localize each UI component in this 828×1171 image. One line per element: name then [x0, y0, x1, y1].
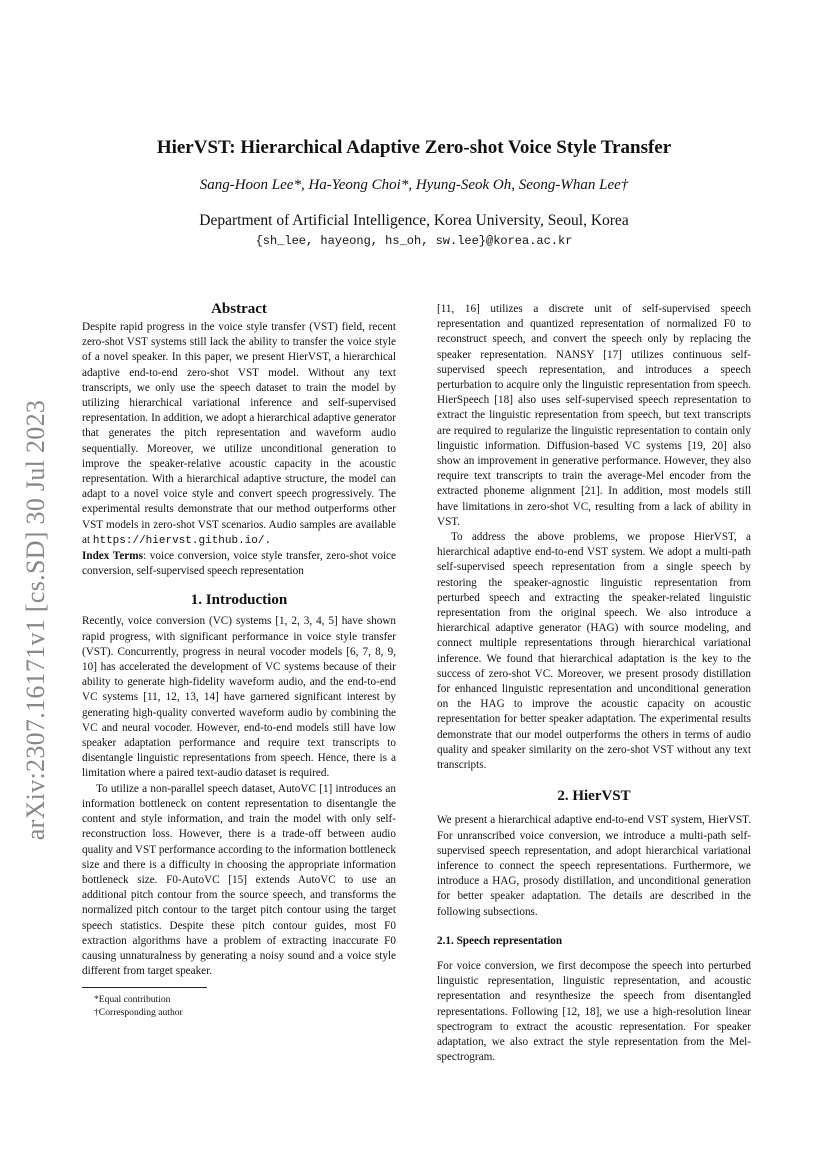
abstract-text: Despite rapid progress in the voice style transfer (VST) field, recent zero-shot VST systems still lack the ability to transfer the voice style of a novel speaker. In this paper, we present HierVST, a hierarchical adaptive end-to-end zero-shot VST model. Without any text transcripts, we only use the speech dataset to train the model by utilizing hierarchical variational inference and self-supervised representation. In addition, we adopt a hierarchical adaptive generator that generates the pitch representation and waveform audio sequentially. Moreover, we utilize unconditional generation to improve the speaker-relative acoustic capacity in the acoustic representation. With a hierarchical adaptive structure, the model can adapt to a novel voice style and convert speech progressively. The experimental results demonstrate that our method outperforms other VST models in zero-shot VST scenarios. Audio samples are available at https://hiervst.github.io/.: [82, 321, 396, 547]
subsection-speech-representation-heading: 2.1. Speech representation: [437, 934, 563, 947]
author-list: Sang-Hoon Lee*, Ha-Yeong Choi*, Hyung-Seok Oh, Seong-Whan Lee†: [199, 177, 629, 193]
left-column: [82, 300, 396, 1019]
footnote-corresponding-author: †Corresponding author: [94, 1007, 183, 1019]
right-paragraph-1: [11, 16] utilizes a discrete unit of self-supervised speech representation and quantized representation of normalized F0 to reconstruct speech, and convert the speech only by replacing the speaker representation. NANSY [17] utilizes continuous self-supervised speech representation, and introduces a speech perturbation to acquire only the linguistic representation from speech. HierSpeech [18] also uses self-supervised speech representation to extract the linguistic representation from speech, but text transcripts are required to regularize the linguistic representation to contain only linguistic information. Diffusion-based VC systems [19, 20] also show an improvement in generative performance. However, they also require text transcripts to train the average-Mel encoder from the extracted phoneme alignment [21]. In addition, most models still have limitations in zero-shot VC, resulting from a lack of ability in VST.: [437, 303, 751, 528]
intro-paragraph-2: To utilize a non-parallel speech dataset, AutoVC [1] introduces an information bottleneck on content representation to disentangle the content and style information, and train the model with only self-reconstruction loss. However, there is a trade-off between audio quality and VST performance according to the information bottleneck size and there is a difficulty in choosing the appropriate information bottleneck size. F0-AutoVC [15] extends AutoVC to use an additional pitch contour from the source speech, and transforms the normalized pitch contour to the target pitch contour using the target speech statistics. Despite these pitch contour guides, most F0 extraction algorithms have a problem of extracting inaccurate F0 causing unnaturalness by generating a noisy sound and a voice style different from target speaker.: [82, 782, 396, 978]
hiervst-paragraph: We present a hierarchical adaptive end-to-end VST system, HierVST. For unranscribed voice conversion, we introduce a multi-path self-supervised speech representation, and adopt hierarchical variational inference to connect the speech representations. Furthermore, we introduce a HAG, prosody distillation, and unconditional generation for better speaker adaptation. The details are described in the following subsections.: [437, 814, 751, 918]
footnote-rule: [82, 987, 207, 988]
abstract-heading: Abstract: [211, 301, 267, 317]
author-emails: {sh_lee, hayeong, hs_oh, sw.lee}@korea.ac.kr: [255, 234, 573, 248]
arxiv-stamp: [22, 370, 50, 870]
arxiv-id: arXiv:2307.16171v1 [cs.SD] 30 Jul 2023: [21, 399, 50, 841]
project-url[interactable]: https://hiervst.github.io/.: [92, 534, 272, 547]
affiliation: Department of Artificial Intelligence, Korea University, Seoul, Korea: [199, 212, 629, 229]
footnote-equal-contribution: *Equal contribution: [94, 994, 171, 1006]
speech-representation-paragraph: For voice conversion, we first decompose the speech into perturbed linguistic representation, linguistic representation, and acoustic representation and resynthesize the speech from disentangled representations. Following [12, 18], we use a high-resolution linear spectrogram to extract the acoustic representation. For speaker adaptation, we also extract the style representation from the Mel-spectrogram.: [437, 959, 751, 1064]
index-terms: Index Terms: voice conversion, voice style transfer, zero-shot voice conversion, self-supervised speech representation: [82, 550, 396, 578]
section-hiervst-heading: 2. HierVST: [557, 788, 631, 805]
section-introduction-heading: 1. Introduction: [190, 592, 288, 609]
right-column: [437, 302, 751, 1065]
intro-paragraph-1: Recently, voice conversion (VC) systems [1, 2, 3, 4, 5] have shown rapid progress, with significant performance in voice style transfer (VST). Concurrently, progress in neural vocoder models [6, 7, 8, 9, 10] has accelerated the development of VC systems because of their ability to generate high-fidelity waveform audio, and the end-to-end VC systems [11, 12, 13, 14] have garnered significant interest by generating high-quality converted waveform audio by combining the VC and neural vocoder. However, end-to-end models still have low speaker adaptation performance and require text transcripts to disentangle linguistic representations from speech. Hence, there is a limitation where a paired text-audio dataset is required.: [82, 615, 396, 780]
right-paragraph-2: To address the above problems, we propose HierVST, a hierarchical adaptive end-to-end VST system. We adopt a multi-path self-supervised speech representation from a single speech by restoring the speaker-agnostic linguistic representation from perturbed speech and extracting the speaker-related linguistic representation from the original speech. We also introduce a hierarchical adaptive generator (HAG) with source modeling, and connect multiple representations through hierarchical variational inference. We found that hierarchical adaptation is the key to the success of zero-shot VC. Moreover, we present prosody distillation for enhanced linguistic representation and unconditional generation on the HAG to improve the acoustic capacity on acoustic representation for better speaker adaptation. The experimental results demonstrate that our model outperforms the others in terms of audio quality and speaker similarity on the zero-shot VST without any text transcripts.: [437, 531, 751, 772]
paper-title: HierVST: Hierarchical Adaptive Zero-shot Voice Style Transfer: [156, 137, 672, 158]
